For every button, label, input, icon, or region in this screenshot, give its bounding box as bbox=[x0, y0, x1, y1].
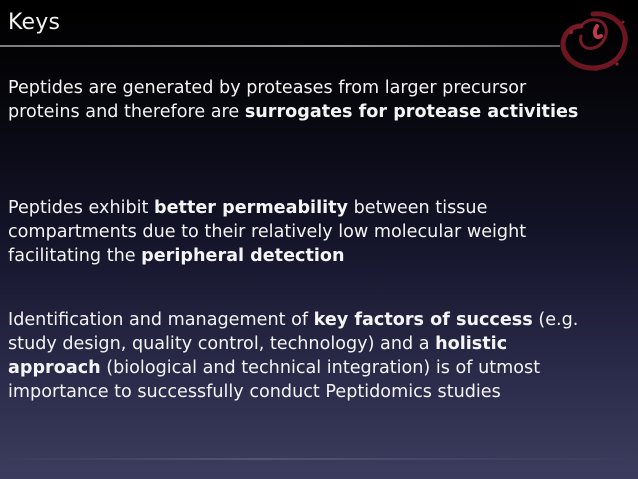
slide-title: Keys bbox=[8, 10, 61, 35]
paragraph-2 bbox=[8, 196, 598, 268]
paragraph-2-text-1: Peptides exhibit bbox=[8, 198, 155, 218]
paragraph-3-text-2: (e.g. study design, quality control, technology) and a bbox=[8, 310, 579, 354]
paragraph-1-text-1: Peptides are generated by proteases from larger precursor proteins and therefore are bbox=[8, 78, 527, 122]
paragraph-3-text-3: (biological and technical integration) is of utmost importance to successfully conduct Peptidomics studies bbox=[8, 358, 541, 402]
title-divider bbox=[0, 45, 560, 47]
bottom-reflection bbox=[0, 458, 638, 460]
paragraph-2-text-2: between tissue compartments due to their relatively low molecular weight facilitating the bbox=[8, 198, 527, 266]
paragraph-3-text-1: Identification and management of bbox=[8, 310, 314, 330]
paragraph-2-bold-1: better permeability bbox=[154, 198, 349, 218]
paragraph-3-bold-2: holistic approach bbox=[8, 334, 508, 378]
paragraph-2-bold-2: peripheral detection bbox=[141, 246, 345, 266]
paragraph-1-bold-1: surrogates for protease activities bbox=[244, 102, 579, 122]
paragraph-3 bbox=[8, 308, 598, 404]
paragraph-1 bbox=[8, 76, 598, 124]
red-ink-swirl-logo-icon bbox=[553, 6, 633, 76]
paragraph-3-bold-1: key factors of success bbox=[313, 310, 533, 330]
